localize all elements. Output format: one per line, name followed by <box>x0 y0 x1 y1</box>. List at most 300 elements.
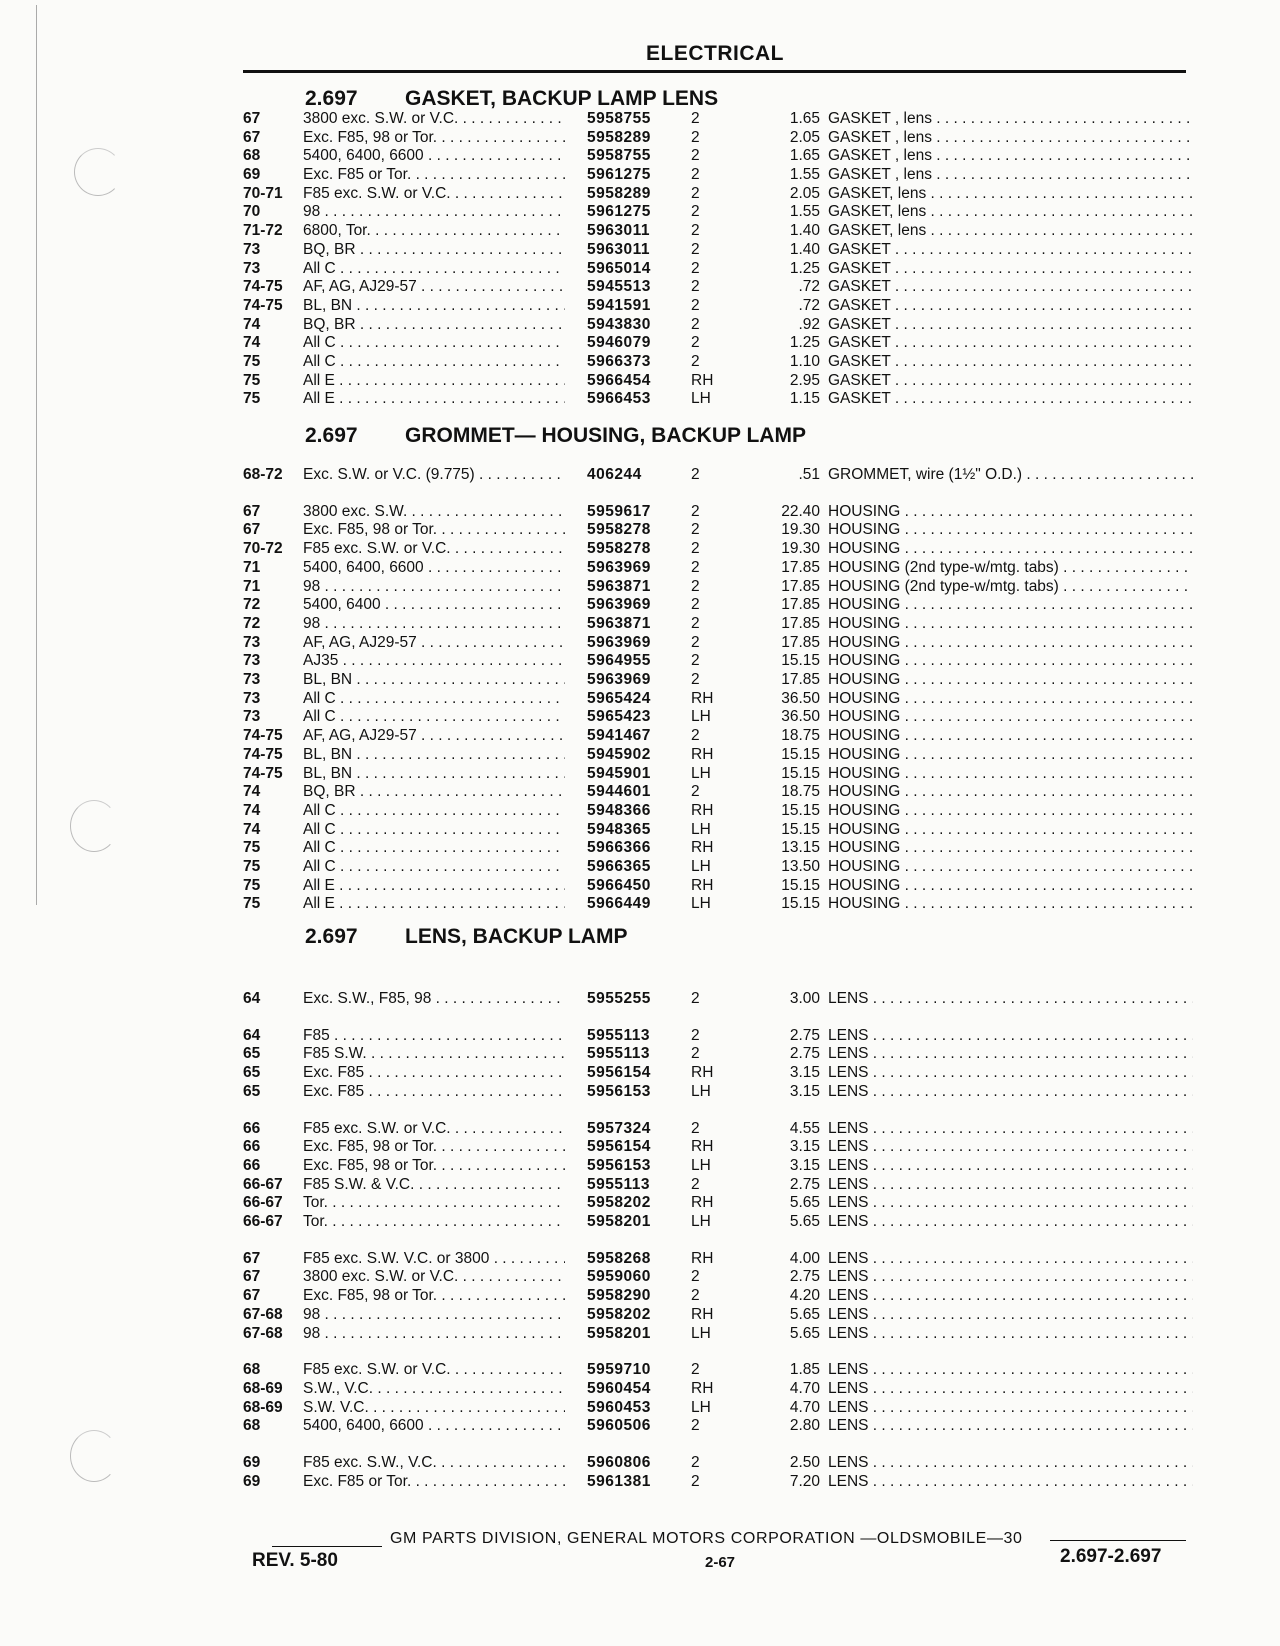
table-row <box>243 1287 1193 1307</box>
list-price: 1.55 <box>789 166 820 183</box>
quantity: RH <box>691 1194 714 1211</box>
model-year: 74 <box>243 316 261 333</box>
description: GASKET . . . <box>828 278 1193 296</box>
quantity: LH <box>691 1325 711 1342</box>
table-row <box>243 278 1193 298</box>
table-row <box>243 466 1193 486</box>
footer-section-range: 2.697-2.697 <box>1060 1546 1162 1567</box>
table-row <box>243 1417 1193 1437</box>
list-price: 17.85 <box>781 596 820 613</box>
model-year: 65 <box>243 1064 261 1081</box>
list-price: 7.20 <box>789 1473 820 1490</box>
quantity: 2 <box>691 166 700 183</box>
table-row <box>243 1473 1193 1493</box>
model-year: 66 <box>243 1120 261 1137</box>
list-price: 19.30 <box>781 540 820 557</box>
quantity: 2 <box>691 990 700 1007</box>
quantity: 2 <box>691 1268 700 1285</box>
list-price: 2.75 <box>789 1045 820 1062</box>
model-application: Exc. F85 . . . <box>303 1083 565 1101</box>
quantity: 2 <box>691 147 700 164</box>
list-price: 17.85 <box>781 671 820 688</box>
table-row <box>243 559 1193 579</box>
model-year: 68-69 <box>243 1380 283 1397</box>
punch-hole-middle <box>70 800 118 852</box>
part-number: 5958201 <box>587 1213 651 1230</box>
model-application: 3800 exc. S.W. or V.C. . . . <box>303 110 565 128</box>
model-application: All C . . . <box>303 260 565 278</box>
part-number: 5966373 <box>587 353 651 370</box>
description: GASKET , lens . . . <box>828 129 1193 147</box>
list-price: 4.00 <box>789 1250 820 1267</box>
model-application: All C . . . <box>303 708 565 726</box>
quantity: 2 <box>691 353 700 370</box>
quantity: LH <box>691 708 711 725</box>
model-year: 70 <box>243 203 261 220</box>
part-number: 5963011 <box>587 241 650 258</box>
quantity: 2 <box>691 671 700 688</box>
description: GASKET . . . <box>828 353 1193 371</box>
table-row <box>243 1380 1193 1400</box>
model-application: Tor. . . . <box>303 1194 565 1212</box>
description: GASKET, lens . . . <box>828 222 1193 240</box>
part-number: 5948365 <box>587 821 651 838</box>
quantity: 2 <box>691 615 700 632</box>
model-application: Exc. S.W., F85, 98 . . . <box>303 990 565 1008</box>
quantity: 2 <box>691 316 700 333</box>
list-price: 1.40 <box>789 241 820 258</box>
model-application: BL, BN . . . <box>303 297 565 315</box>
quantity: LH <box>691 390 711 407</box>
model-year: 74-75 <box>243 746 283 763</box>
list-price: 15.15 <box>781 802 820 819</box>
list-price: 15.15 <box>781 895 820 912</box>
part-number: 5966453 <box>587 390 651 407</box>
part-number: 5956153 <box>587 1157 651 1174</box>
part-number: 5963871 <box>587 615 651 632</box>
quantity: 2 <box>691 578 700 595</box>
quantity: LH <box>691 1213 711 1230</box>
section-heading-grommet-housing <box>305 424 806 448</box>
model-application: BL, BN . . . <box>303 671 565 689</box>
model-year: 67 <box>243 110 261 127</box>
table-row <box>243 1138 1193 1158</box>
list-price: 19.30 <box>781 521 820 538</box>
table-row <box>243 783 1193 803</box>
part-number: 5948366 <box>587 802 651 819</box>
model-application: Exc. F85 . . . <box>303 1064 565 1082</box>
margin-line <box>36 5 37 905</box>
description: LENS . . . <box>828 1027 1193 1045</box>
quantity: 2 <box>691 783 700 800</box>
part-number: 5959617 <box>587 503 651 520</box>
table-row <box>243 802 1193 822</box>
description: HOUSING . . . <box>828 634 1193 652</box>
part-number: 5961275 <box>587 166 651 183</box>
description: HOUSING . . . <box>828 652 1193 670</box>
quantity: LH <box>691 1083 711 1100</box>
part-number: 5965424 <box>587 690 651 707</box>
model-year: 66-67 <box>243 1194 283 1211</box>
table-row <box>243 858 1193 878</box>
list-price: 2.05 <box>789 129 820 146</box>
model-application: F85 . . . <box>303 1027 565 1045</box>
table-row <box>243 185 1193 205</box>
part-number: 5964955 <box>587 652 651 669</box>
description: LENS . . . <box>828 1120 1193 1138</box>
model-application: BQ, BR . . . <box>303 316 565 334</box>
list-price: .72 <box>798 297 820 314</box>
list-price: 4.55 <box>789 1120 820 1137</box>
list-price: 2.75 <box>789 1268 820 1285</box>
model-year: 73 <box>243 690 261 707</box>
list-price: 3.15 <box>789 1157 820 1174</box>
model-year: 72 <box>243 596 261 613</box>
part-number: 5944601 <box>587 783 651 800</box>
list-price: 5.65 <box>789 1306 820 1323</box>
model-year: 66-67 <box>243 1176 283 1193</box>
model-application: F85 S.W. & V.C. . . . <box>303 1176 565 1194</box>
quantity: RH <box>691 1250 714 1267</box>
table-row <box>243 578 1193 598</box>
quantity: 2 <box>691 241 700 258</box>
table-row <box>243 166 1193 186</box>
description: HOUSING . . . <box>828 540 1193 558</box>
table-row <box>243 390 1193 410</box>
footer-rule-right <box>1050 1540 1186 1541</box>
model-application: F85 exc. S.W., V.C. . . . <box>303 1454 565 1472</box>
quantity: 2 <box>691 260 700 277</box>
list-price: 13.50 <box>781 858 820 875</box>
part-number: 5963011 <box>587 222 650 239</box>
description: LENS . . . <box>828 1417 1193 1435</box>
list-price: 17.85 <box>781 615 820 632</box>
table-row <box>243 839 1193 859</box>
part-number: 5963969 <box>587 596 651 613</box>
model-year: 73 <box>243 671 261 688</box>
model-application: Exc. F85, 98 or Tor. . . . <box>303 1157 565 1175</box>
table-row <box>243 1157 1193 1177</box>
quantity: RH <box>691 746 714 763</box>
model-year: 67 <box>243 129 261 146</box>
section-heading-lens <box>305 925 627 949</box>
description: GASKET . . . <box>828 372 1193 390</box>
table-row <box>243 1120 1193 1140</box>
list-price: 15.15 <box>781 652 820 669</box>
model-application: Exc. S.W. or V.C. (9.775) . . . <box>303 466 565 484</box>
model-year: 75 <box>243 353 261 370</box>
table-row <box>243 147 1193 167</box>
model-application: 6800, Tor. . . . <box>303 222 565 240</box>
part-number: 5960453 <box>587 1399 651 1416</box>
quantity: 2 <box>691 727 700 744</box>
model-year: 69 <box>243 166 261 183</box>
part-number: 5958201 <box>587 1325 651 1342</box>
model-application: All C . . . <box>303 858 565 876</box>
table-row <box>243 1250 1193 1270</box>
model-year: 75 <box>243 839 261 856</box>
part-number: 5958202 <box>587 1194 651 1211</box>
description: LENS . . . <box>828 1194 1193 1212</box>
description: GASKET, lens . . . <box>828 185 1193 203</box>
quantity: 2 <box>691 559 700 576</box>
quantity: 2 <box>691 1120 700 1137</box>
description: LENS . . . <box>828 990 1193 1008</box>
list-price: 13.15 <box>781 839 820 856</box>
list-price: .51 <box>798 466 820 483</box>
list-price: 1.10 <box>789 353 820 370</box>
model-year: 66-67 <box>243 1213 283 1230</box>
description: GASKET . . . <box>828 390 1193 408</box>
table-row <box>243 1454 1193 1474</box>
model-year: 67 <box>243 1250 261 1267</box>
list-price: 2.80 <box>789 1417 820 1434</box>
list-price: 22.40 <box>781 503 820 520</box>
model-application: AF, AG, AJ29-57 . . . <box>303 634 565 652</box>
part-number: 5955255 <box>587 990 651 1007</box>
description: HOUSING . . . <box>828 503 1193 521</box>
list-price: 4.20 <box>789 1287 820 1304</box>
description: HOUSING . . . <box>828 746 1193 764</box>
model-application: All E . . . <box>303 390 565 408</box>
model-application: Exc. F85 or Tor. . . . <box>303 1473 565 1491</box>
part-number: 5966454 <box>587 372 651 389</box>
list-price: 4.70 <box>789 1399 820 1416</box>
model-application: F85 exc. S.W. V.C. or 3800 . . . <box>303 1250 565 1268</box>
part-number: 5958289 <box>587 129 651 146</box>
table-row <box>243 1194 1193 1214</box>
model-year: 72 <box>243 615 261 632</box>
part-number: 5955113 <box>587 1176 650 1193</box>
part-number: 5960506 <box>587 1417 651 1434</box>
list-price: 2.50 <box>789 1454 820 1471</box>
punch-hole-top <box>74 148 122 196</box>
model-year: 68 <box>243 1417 261 1434</box>
model-application: 98 . . . <box>303 615 565 633</box>
table-row <box>243 241 1193 261</box>
quantity: 2 <box>691 1473 700 1490</box>
description: LENS . . . <box>828 1361 1193 1379</box>
table-row <box>243 708 1193 728</box>
table-row <box>243 652 1193 672</box>
part-number: 5966365 <box>587 858 651 875</box>
list-price: 1.25 <box>789 260 820 277</box>
model-application: F85 exc. S.W. or V.C. . . . <box>303 185 565 203</box>
description: HOUSING . . . <box>828 877 1193 895</box>
table-row <box>243 1306 1193 1326</box>
model-application: S.W., V.C. . . . <box>303 1380 565 1398</box>
quantity: 2 <box>691 1361 700 1378</box>
quantity: 2 <box>691 278 700 295</box>
list-price: .72 <box>798 278 820 295</box>
list-price: 1.65 <box>789 147 820 164</box>
model-application: All C . . . <box>303 353 565 371</box>
description: GASKET . . . <box>828 241 1193 259</box>
table-row <box>243 353 1193 373</box>
description: LENS . . . <box>828 1083 1193 1101</box>
model-application: Tor. . . . <box>303 1213 565 1231</box>
description: HOUSING (2nd type-w/mtg. tabs) . . . <box>828 578 1193 596</box>
part-number: 5943830 <box>587 316 651 333</box>
quantity: RH <box>691 1380 714 1397</box>
table-row <box>243 671 1193 691</box>
model-application: 5400, 6400, 6600 . . . <box>303 147 565 165</box>
model-year: 68-72 <box>243 466 283 483</box>
model-application: Exc. F85, 98 or Tor. . . . <box>303 1138 565 1156</box>
table-row <box>243 1045 1193 1065</box>
section-number: 2.697 <box>305 87 358 110</box>
part-number: 5966366 <box>587 839 651 856</box>
quantity: RH <box>691 877 714 894</box>
model-application: All E . . . <box>303 877 565 895</box>
part-number: 5966449 <box>587 895 651 912</box>
model-year: 71 <box>243 559 261 576</box>
punch-hole-bottom <box>70 1430 118 1482</box>
model-application: BL, BN . . . <box>303 746 565 764</box>
table-row <box>243 297 1193 317</box>
quantity: 2 <box>691 1027 700 1044</box>
model-year: 64 <box>243 1027 261 1044</box>
list-price: 1.65 <box>789 110 820 127</box>
part-number: 5957324 <box>587 1120 651 1137</box>
model-year: 67-68 <box>243 1306 283 1323</box>
table-row <box>243 1268 1193 1288</box>
model-year: 66 <box>243 1157 261 1174</box>
table-row <box>243 596 1193 616</box>
section-title: GROMMET— HOUSING, BACKUP LAMP <box>405 424 806 447</box>
quantity: LH <box>691 821 711 838</box>
model-year: 67-68 <box>243 1325 283 1342</box>
table-row <box>243 690 1193 710</box>
table-row <box>243 821 1193 841</box>
model-year: 74-75 <box>243 727 283 744</box>
table-row <box>243 634 1193 654</box>
description: GASKET, lens . . . <box>828 203 1193 221</box>
model-year: 66 <box>243 1138 261 1155</box>
part-number: 5965014 <box>587 260 651 277</box>
quantity: 2 <box>691 466 700 483</box>
part-number: 5959710 <box>587 1361 651 1378</box>
quantity: 2 <box>691 1045 700 1062</box>
model-year: 65 <box>243 1083 261 1100</box>
table-row <box>243 540 1193 560</box>
part-number: 5961275 <box>587 203 651 220</box>
model-application: 98 . . . <box>303 1306 565 1324</box>
header-rule <box>243 70 1186 73</box>
part-number: 5959060 <box>587 1268 651 1285</box>
description: HOUSING . . . <box>828 596 1193 614</box>
table-row <box>243 334 1193 354</box>
table-row <box>243 503 1193 523</box>
section-heading-gasket <box>305 87 718 111</box>
footer-revision: REV. 5-80 <box>252 1550 338 1571</box>
model-year: 68 <box>243 147 261 164</box>
quantity: 2 <box>691 334 700 351</box>
quantity: 2 <box>691 596 700 613</box>
model-application: Exc. F85, 98 or Tor. . . . <box>303 129 565 147</box>
list-price: 1.40 <box>789 222 820 239</box>
model-application: AF, AG, AJ29-57 . . . <box>303 727 565 745</box>
description: LENS . . . <box>828 1454 1193 1472</box>
model-application: 98 . . . <box>303 578 565 596</box>
description: HOUSING . . . <box>828 671 1193 689</box>
part-number: 5958755 <box>587 147 651 164</box>
quantity: LH <box>691 1157 711 1174</box>
description: LENS . . . <box>828 1399 1193 1417</box>
quantity: LH <box>691 895 711 912</box>
table-row <box>243 1361 1193 1381</box>
section-title: LENS, BACKUP LAMP <box>405 925 628 948</box>
table-row <box>243 727 1193 747</box>
model-application: F85 exc. S.W. or V.C. . . . <box>303 540 565 558</box>
table-row <box>243 877 1193 897</box>
quantity: 2 <box>691 297 700 314</box>
part-number: 5963969 <box>587 634 651 651</box>
description: LENS . . . <box>828 1213 1193 1231</box>
model-year: 73 <box>243 260 261 277</box>
table-row <box>243 129 1193 149</box>
section-number: 2.697 <box>305 925 358 948</box>
table-row <box>243 746 1193 766</box>
quantity: 2 <box>691 129 700 146</box>
part-number: 5965423 <box>587 708 651 725</box>
part-number: 5956153 <box>587 1083 651 1100</box>
description: HOUSING . . . <box>828 690 1193 708</box>
model-application: 5400, 6400, 6600 . . . <box>303 1417 565 1435</box>
list-price: 3.15 <box>789 1138 820 1155</box>
model-application: 3800 exc. S.W. or V.C. . . . <box>303 1268 565 1286</box>
quantity: 2 <box>691 521 700 538</box>
model-application: F85 exc. S.W. or V.C. . . . <box>303 1361 565 1379</box>
model-year: 67 <box>243 521 261 538</box>
description: GASKET . . . <box>828 334 1193 352</box>
part-number: 5958289 <box>587 185 651 202</box>
part-number: 5956154 <box>587 1138 651 1155</box>
table-row <box>243 1083 1193 1103</box>
description: GASKET . . . <box>828 297 1193 315</box>
model-application: All E . . . <box>303 372 565 390</box>
list-price: 3.15 <box>789 1083 820 1100</box>
model-year: 65 <box>243 1045 261 1062</box>
model-application: AJ35 . . . <box>303 652 565 670</box>
description: LENS . . . <box>828 1045 1193 1063</box>
model-year: 75 <box>243 390 261 407</box>
part-number: 406244 <box>587 466 642 483</box>
table-row <box>243 765 1193 785</box>
section-number: 2.697 <box>305 424 358 447</box>
description: GASKET . . . <box>828 260 1193 278</box>
model-year: 75 <box>243 877 261 894</box>
quantity: LH <box>691 858 711 875</box>
model-application: All C . . . <box>303 821 565 839</box>
part-number: 5955113 <box>587 1045 650 1062</box>
list-price: 18.75 <box>781 727 820 744</box>
list-price: 1.55 <box>789 203 820 220</box>
model-year: 74-75 <box>243 278 283 295</box>
list-price: 1.15 <box>789 390 820 407</box>
model-application: All C . . . <box>303 690 565 708</box>
model-year: 73 <box>243 634 261 651</box>
model-year: 67 <box>243 503 261 520</box>
part-number: 5955113 <box>587 1027 650 1044</box>
part-number: 5963969 <box>587 559 651 576</box>
description: HOUSING (2nd type-w/mtg. tabs) . . . <box>828 559 1193 577</box>
table-row <box>243 316 1193 336</box>
model-application: BL, BN . . . <box>303 765 565 783</box>
list-price: 36.50 <box>781 708 820 725</box>
table-row <box>243 895 1193 915</box>
description: LENS . . . <box>828 1176 1193 1194</box>
